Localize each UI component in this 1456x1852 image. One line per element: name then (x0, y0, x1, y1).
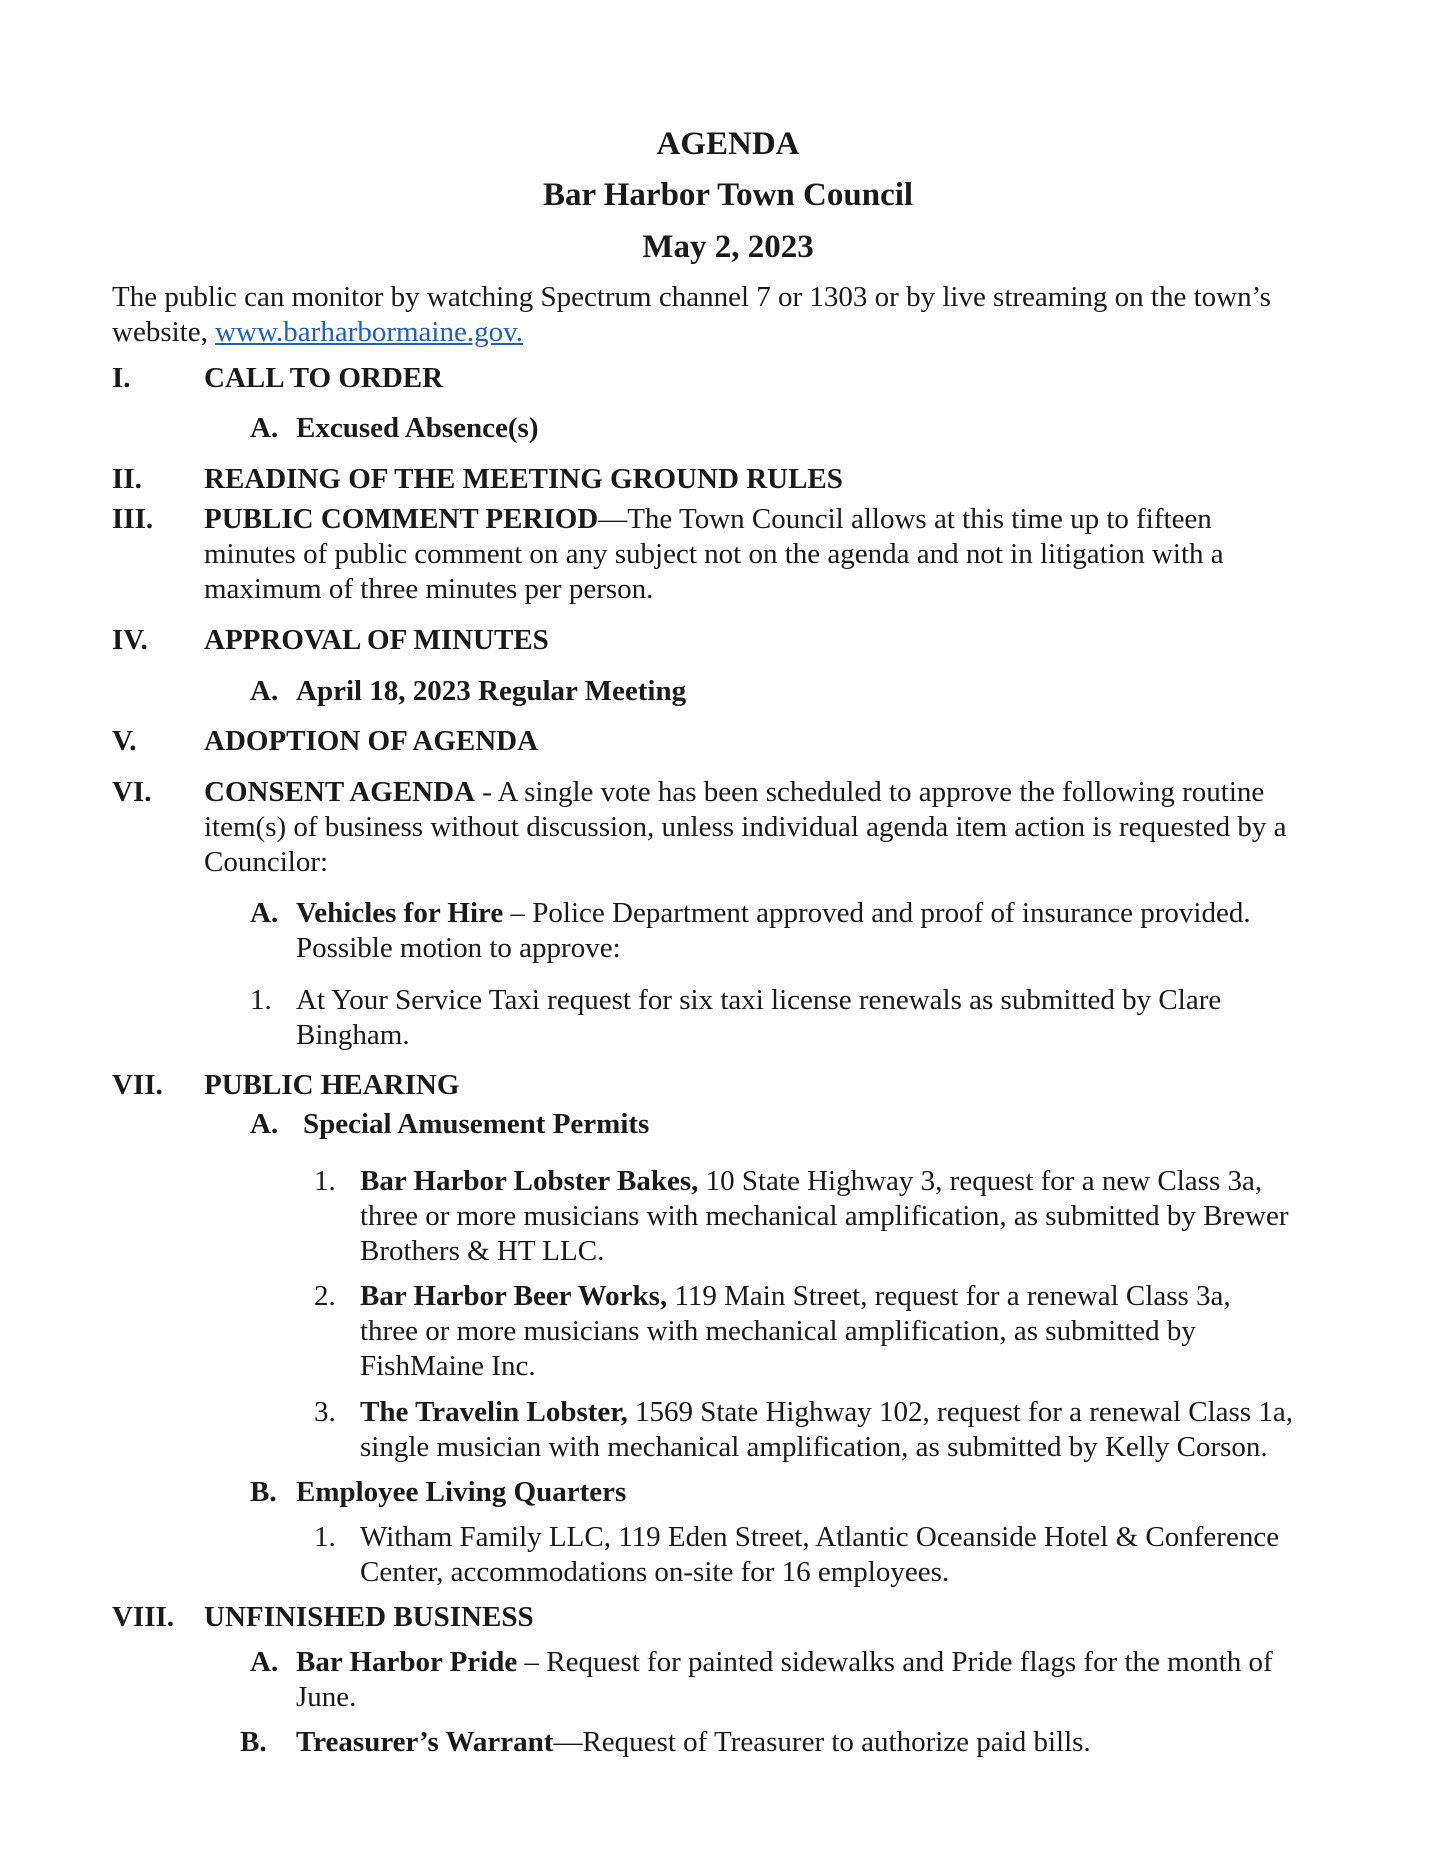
item-travelin-lobster: The Travelin Lobster, 1569 State Highway 102, request for a renewal Class 1a, single musician with mechanical amplification, as submitted by Kelly Corson. (360, 1396, 1293, 1463)
item-lobster-bakes: Bar Harbor Lobster Bakes, 10 State Highway 3, request for a new Class 3a, three or more musicians with mechanical amplification, as submitted by Brewer Brothers & HT LLC. (360, 1165, 1289, 1267)
section-title-unfinished-business: UNFINISHED BUSINESS (204, 1601, 534, 1633)
item-number: 2. (314, 1280, 336, 1312)
item-letter: A. (250, 897, 279, 929)
section-title-public-comment: PUBLIC COMMENT PERIOD (204, 503, 599, 535)
section-title-adoption-of-agenda: ADOPTION OF AGENDA (204, 725, 539, 757)
section-number: VIII. (112, 1601, 175, 1633)
item-april-minutes: April 18, 2023 Regular Meeting (296, 675, 687, 707)
item-number: 1. (250, 984, 272, 1016)
section-number: I. (112, 362, 131, 394)
item-special-amusement-permits: Special Amusement Permits (303, 1108, 650, 1140)
section-number: V. (112, 725, 137, 757)
item-letter: A. (250, 675, 279, 707)
item-number: 3. (314, 1396, 336, 1428)
intro-text: The public can monitor by watching Spectrum channel 7 or 1303 or by live streaming on the town’s website, (112, 281, 1271, 348)
item-letter: B. (250, 1476, 277, 1508)
item-employee-living-quarters: Employee Living Quarters (296, 1476, 627, 1508)
section-title-ground-rules: READING OF THE MEETING GROUND RULES (204, 463, 843, 495)
website-link[interactable]: www.barharbormaine.gov. (215, 316, 523, 348)
council-name: Bar Harbor Town Council (542, 177, 914, 213)
item-letter: B. (240, 1726, 267, 1758)
section-title-call-to-order: CALL TO ORDER (204, 362, 444, 394)
item-bar-harbor-pride: Bar Harbor Pride – Request for painted sidewalks and Pride flags for the month of June. (296, 1646, 1273, 1713)
section-number: VII. (112, 1069, 163, 1101)
intro-paragraph (112, 280, 1352, 350)
section-title-consent-agenda: CONSENT AGENDA (204, 776, 475, 808)
item-letter: A. (250, 1108, 279, 1140)
section-public-comment: PUBLIC COMMENT PERIOD—The Town Council allows at this time up to fifteen minutes of public comment on any subject not on the agenda and not in litigation with a maximum of three minutes per person. (204, 503, 1224, 605)
section-title-public-hearing: PUBLIC HEARING (204, 1069, 460, 1101)
section-number: III. (112, 503, 154, 535)
item-witham-family: Witham Family LLC, 119 Eden Street, Atlantic Oceanside Hotel & Conference Center, accommodations on-site for 16 employees. (360, 1521, 1280, 1588)
section-number: II. (112, 463, 142, 495)
item-taxi-renewals: At Your Service Taxi request for six taxi license renewals as submitted by Clare Bingham. (296, 984, 1222, 1051)
section-title-approval-of-minutes: APPROVAL OF MINUTES (204, 624, 549, 656)
item-letter: A. (250, 412, 279, 444)
item-excused-absences: Excused Absence(s) (296, 412, 539, 444)
section-consent-agenda: CONSENT AGENDA - A single vote has been scheduled to approve the following routine item(s) of business without discussion, unless individual agenda item action is requested by a Councilor: (204, 776, 1287, 878)
item-vehicles-for-hire: Vehicles for Hire – Police Department approved and proof of insurance provided. Possible motion to approve: (296, 897, 1251, 964)
item-treasurers-warrant: Treasurer’s Warrant—Request of Treasurer to authorize paid bills. (296, 1726, 1091, 1758)
section-number: IV. (112, 624, 148, 656)
meeting-date: May 2, 2023 (642, 229, 814, 265)
section-number: VI. (112, 776, 152, 808)
document-title: AGENDA (656, 126, 800, 162)
item-beer-works: Bar Harbor Beer Works, 119 Main Street, request for a renewal Class 3a, three or more musicians with mechanical amplification, as submitted by FishMaine Inc. (360, 1280, 1231, 1382)
item-letter: A. (250, 1646, 279, 1678)
item-number: 1. (314, 1521, 336, 1553)
item-number: 1. (314, 1165, 336, 1197)
